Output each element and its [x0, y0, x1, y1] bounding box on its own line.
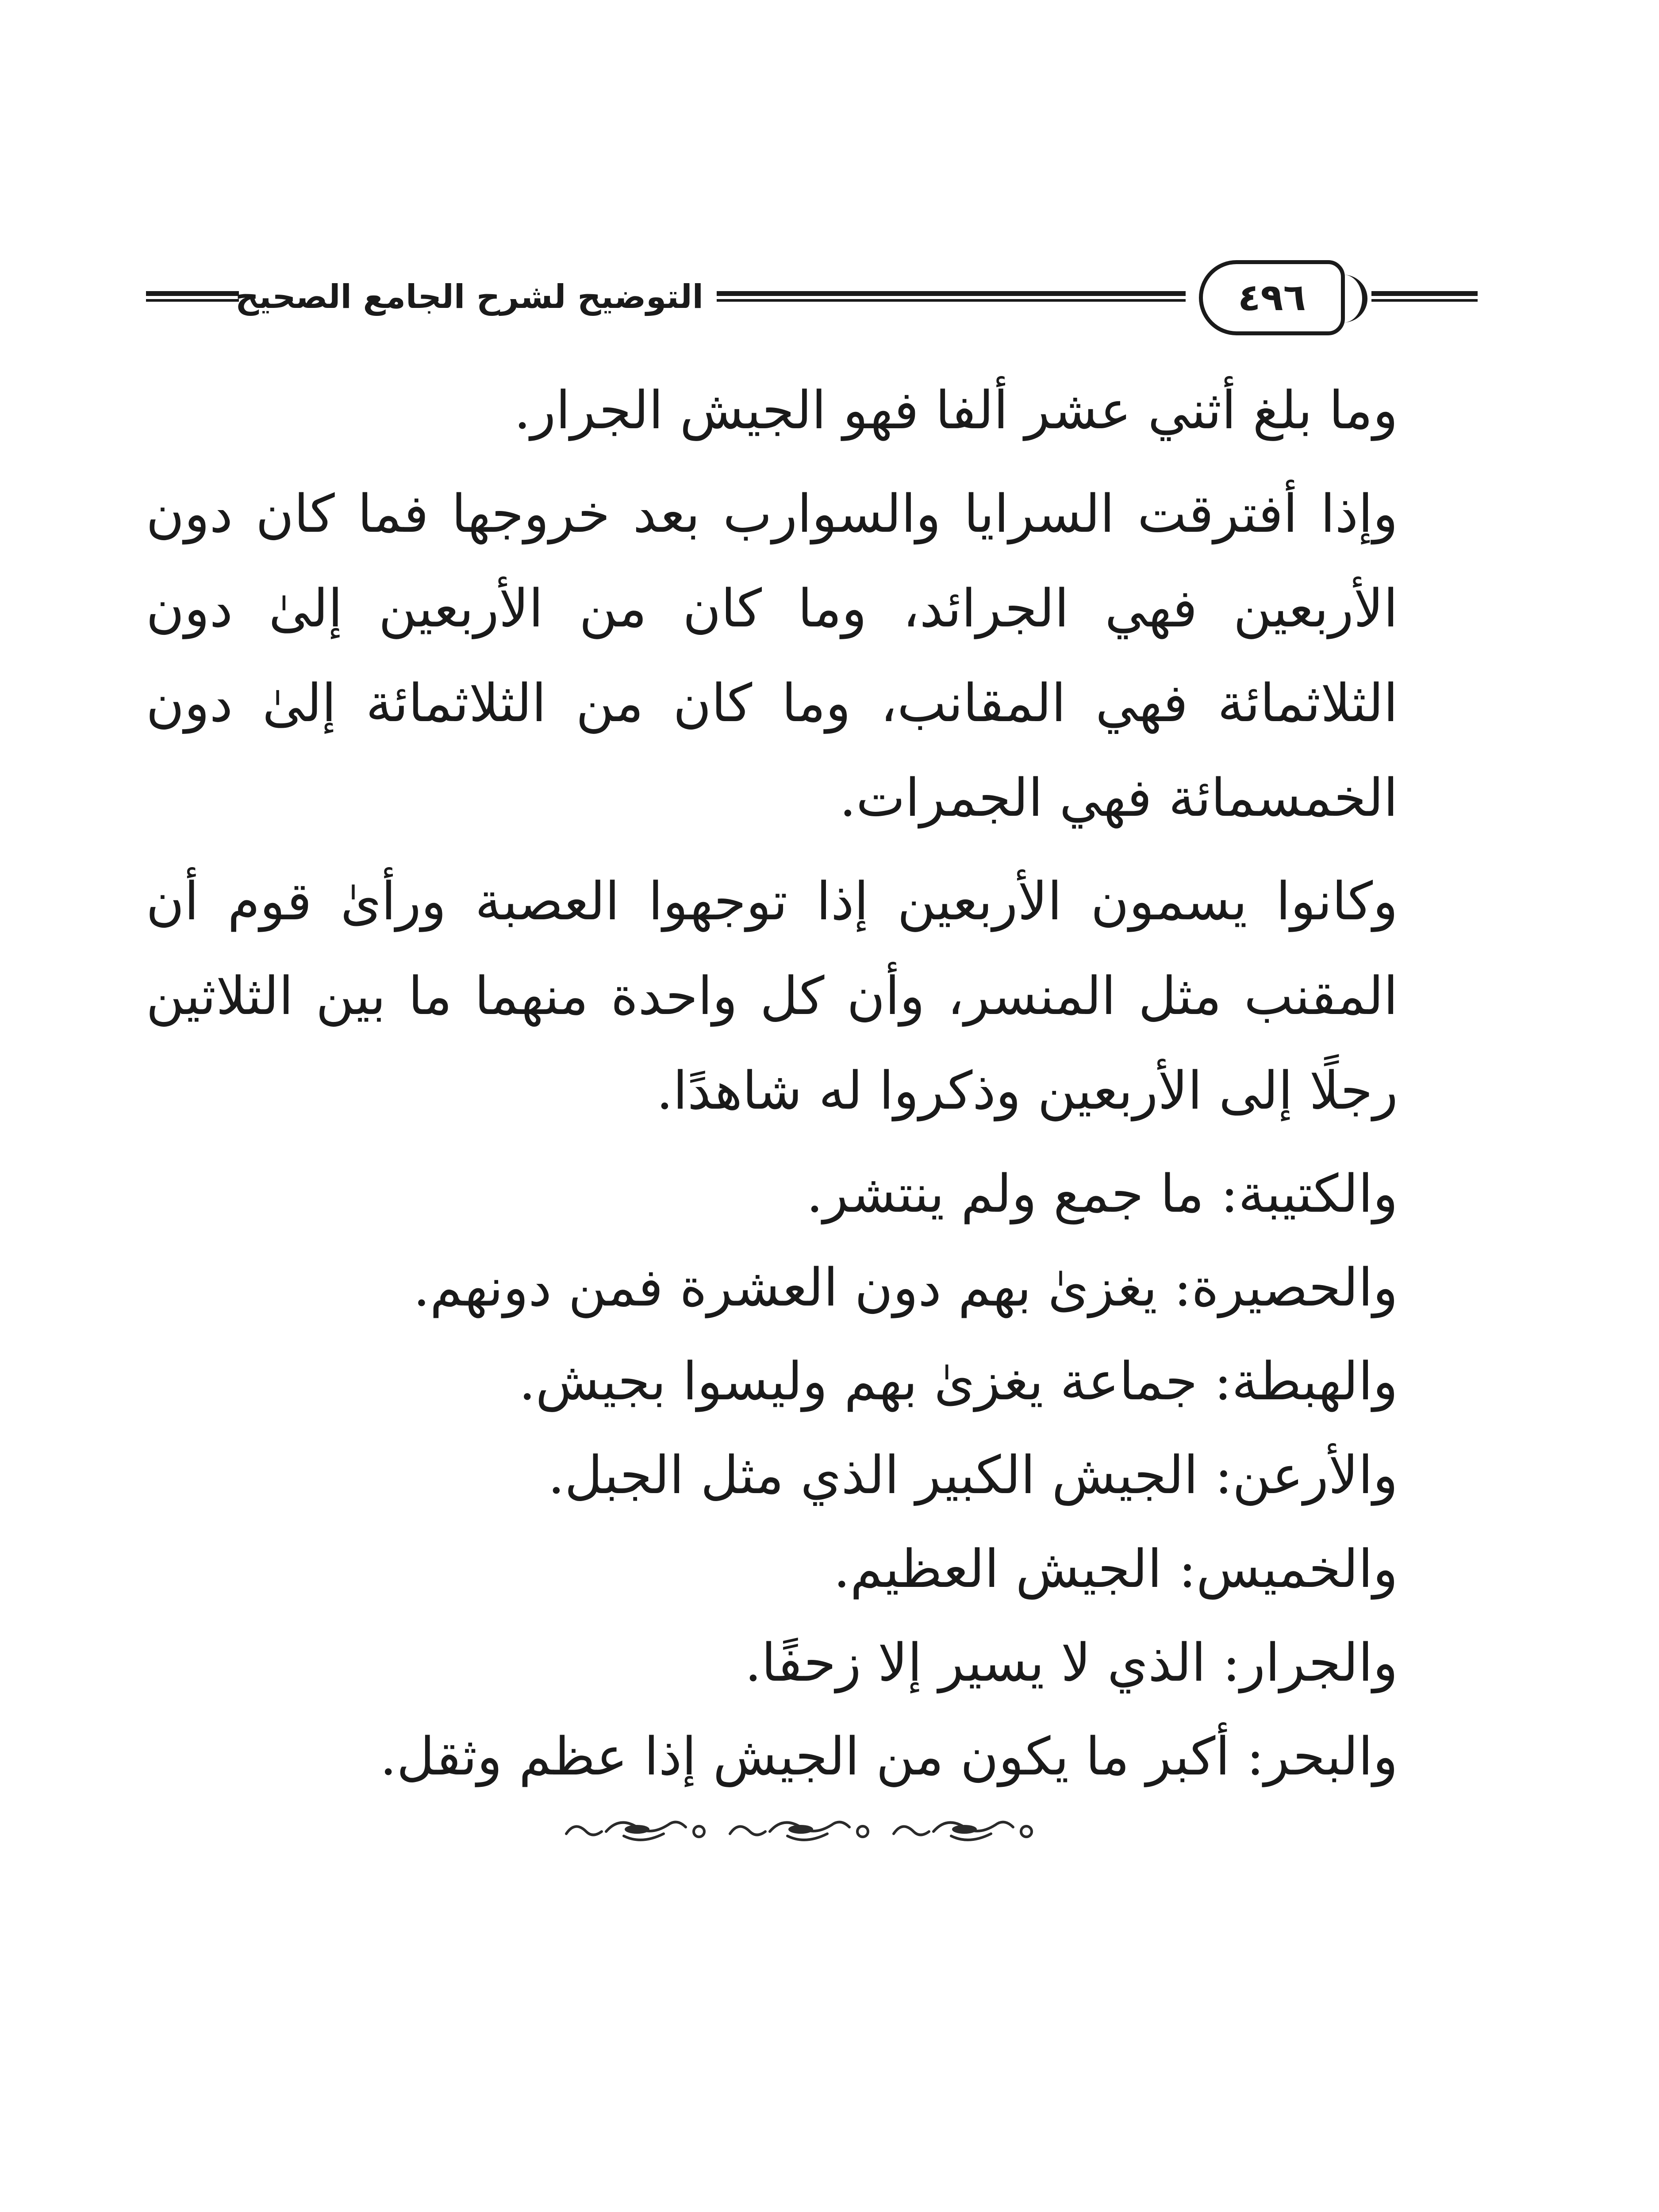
definition-item: والكتيبة: ما جمع ولم ينتشر. — [806, 1163, 1398, 1224]
header-rule-middle — [717, 291, 1186, 302]
paragraph: وما بلغ أثني عشر ألفا فهو الجيش الجرار. — [514, 380, 1398, 441]
header-rule-left — [146, 291, 239, 302]
header-rule-right — [1371, 291, 1478, 302]
running-header — [142, 257, 1482, 341]
definitions-list — [146, 1147, 1482, 1803]
definition-item: والخميس: الجيش العظيم. — [833, 1538, 1398, 1599]
definition-item: والجرار: الذي لا يسير إلا زحفًا. — [745, 1632, 1398, 1693]
running-title: التوضيح لشرح الجامع الصحيح — [235, 278, 703, 316]
definition-item: والحصيرة: يغزىٰ بهم دون العشرة فمن دونهم. — [413, 1257, 1398, 1318]
paragraph: وإذا أفترقت السرايا والسوارب بعد خروجها فما كان دون الأربعين فهي الجرائد، وما كان من الأربعين إلىٰ دون الثلاثمائة فهي المقانب، وما كان من الثلاثمائة إلىٰ دون الخمسمائة فهي الجمرات. — [146, 483, 1398, 828]
main-text — [146, 363, 1482, 1803]
definition-item: والهبطة: جماعة يغزىٰ بهم وليسوا بجيش. — [519, 1351, 1398, 1412]
definition-item: والبحر: أكبر ما يكون من الجيش إذا عظم وثقل. — [380, 1726, 1398, 1787]
floral-divider-icon — [557, 1812, 1066, 1851]
paragraph: وكانوا يسمون الأربعين إذا توجهوا العصبة ورأىٰ قوم أن المقنب مثل المنسر، وأن كل واحدة منهما ما بين الثلاثين رجلًا إلى الأربعين وذكروا له شاهدًا. — [146, 871, 1398, 1121]
definition-item: والأرعن: الجيش الكبير الذي مثل الجبل. — [548, 1444, 1398, 1505]
page-number: ٤٩٦ — [1199, 260, 1345, 335]
